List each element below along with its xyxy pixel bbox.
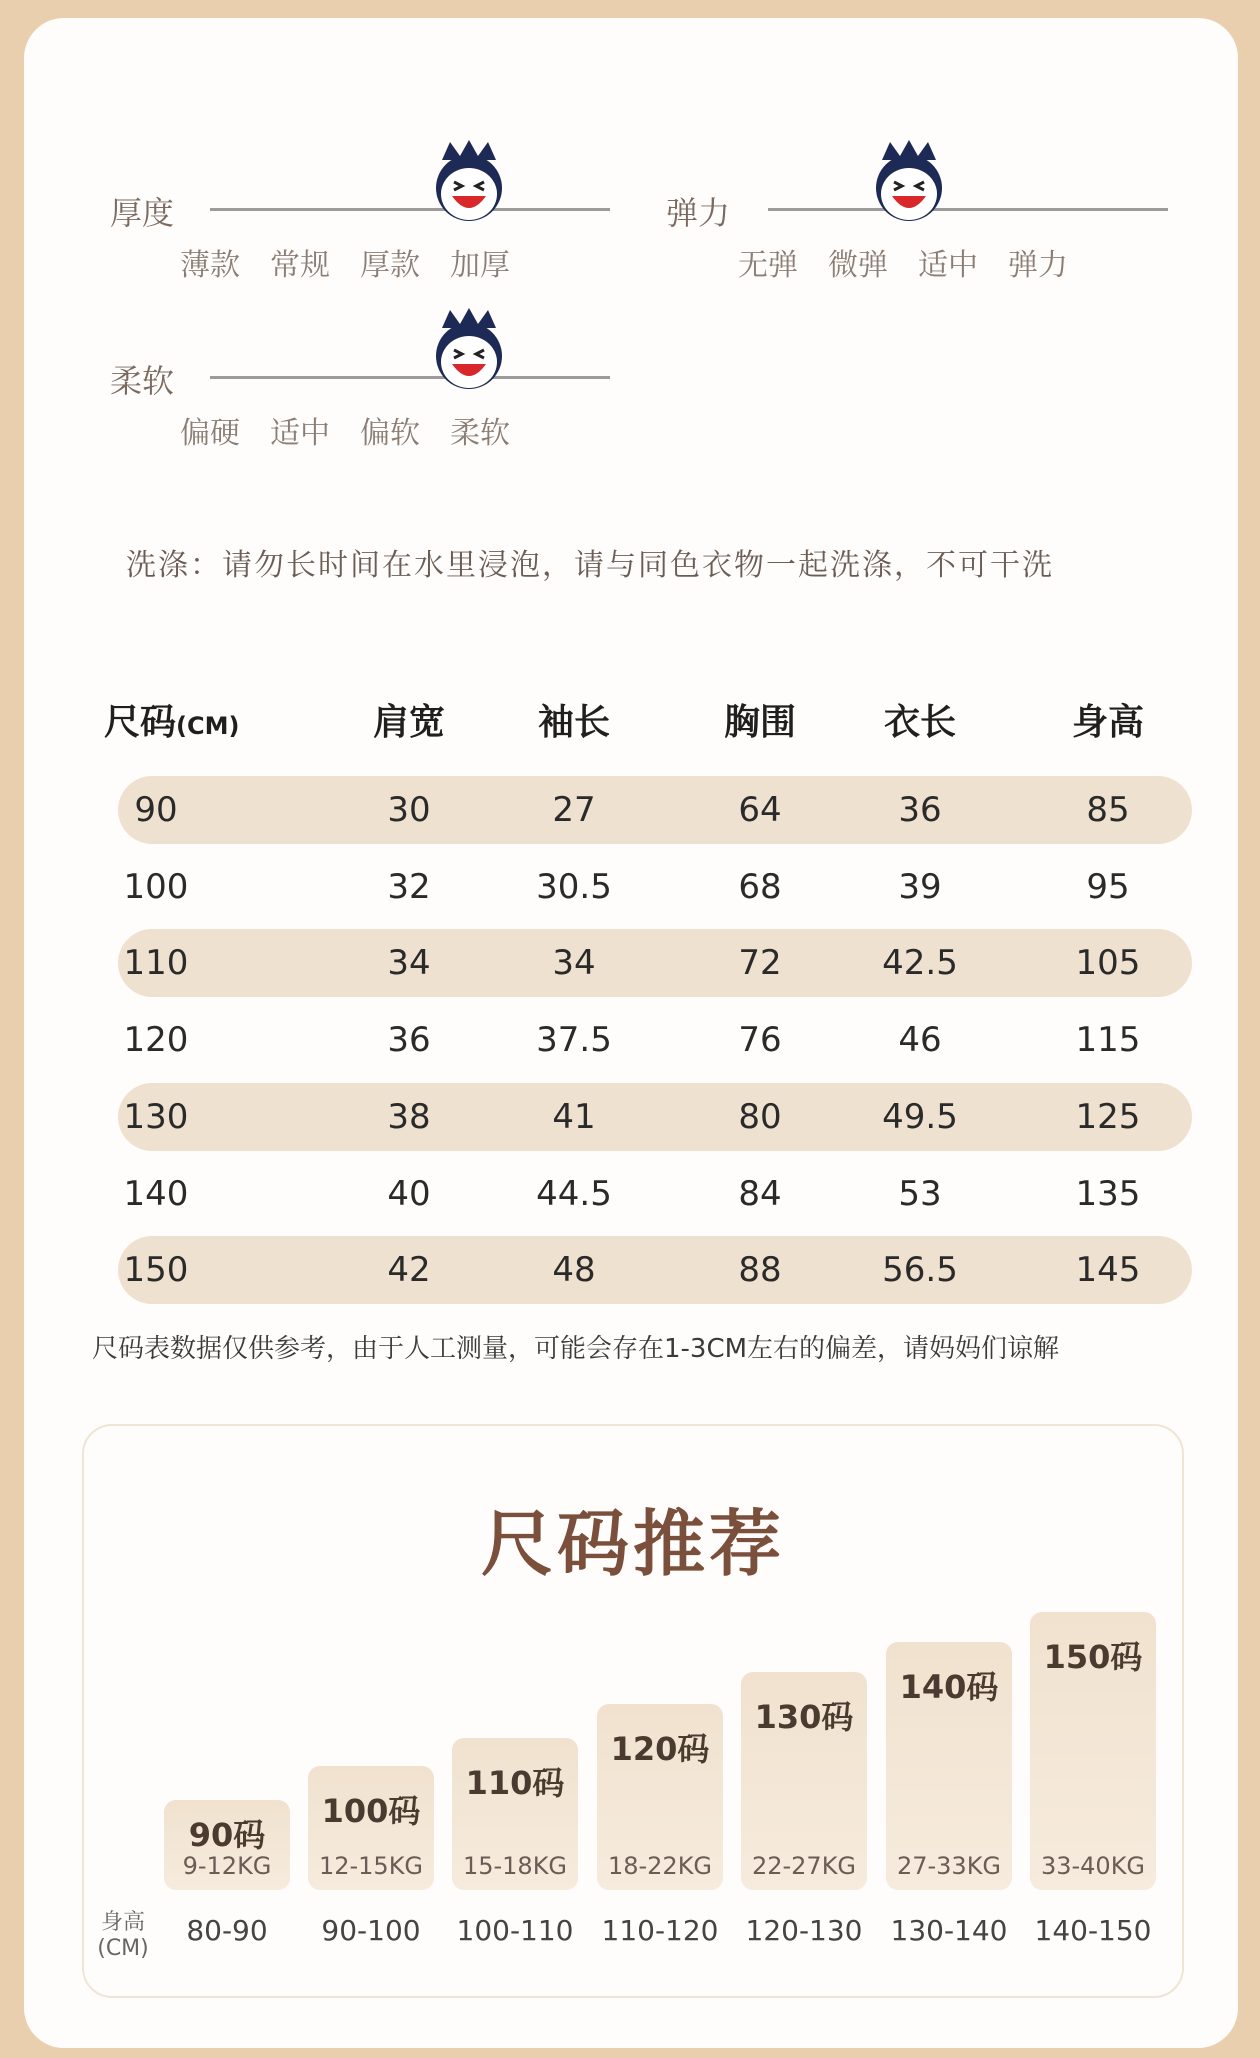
size-recommendation-panel (82, 1424, 1184, 1998)
table-row (118, 853, 1192, 921)
height-range-label: 120-130 (745, 1914, 863, 1947)
attr-thickness-opt-3: 厚款 (360, 248, 420, 283)
table-row (118, 1006, 1192, 1074)
table-cell: 49.5 (882, 1096, 958, 1137)
attr-thickness-opt-2: 常规 (270, 248, 330, 283)
bar-weight-label: 12-15KG (318, 1852, 424, 1880)
table-cell: 42.5 (882, 943, 958, 984)
height-range-label: 90-100 (321, 1914, 421, 1947)
table-header-shoulder: 肩宽 (372, 702, 445, 743)
table-cell: 125 (1075, 1096, 1141, 1137)
bar-size-label: 150码 (1043, 1638, 1143, 1676)
bar-weight-label: 9-12KG (182, 1852, 272, 1880)
table-row (118, 1160, 1192, 1228)
bar-weight-label: 27-33KG (896, 1852, 1002, 1880)
attr-elasticity-label: 弹力 (666, 194, 731, 232)
table-cell: 41 (552, 1096, 596, 1137)
height-range-label: 100-110 (456, 1914, 574, 1947)
table-cell: 115 (1075, 1020, 1141, 1061)
attr-softness-track (210, 376, 610, 379)
table-cell: 42 (387, 1250, 431, 1291)
table-cell: 76 (738, 1020, 782, 1061)
height-range-label: 140-150 (1034, 1914, 1152, 1947)
table-cell: 88 (738, 1250, 782, 1291)
table-cell: 145 (1075, 1250, 1141, 1291)
table-header-sleeve: 袖长 (537, 702, 610, 743)
table-cell: 84 (738, 1173, 782, 1214)
table-cell: 135 (1075, 1173, 1141, 1214)
mascot-face-icon (430, 306, 508, 394)
table-header-size: 尺码(CM) (104, 702, 240, 743)
table-cell: 72 (738, 943, 782, 984)
table-row (118, 776, 1192, 844)
size-bar (741, 1672, 867, 1890)
recommendation-title: 尺码推荐 (480, 1502, 785, 1586)
attr-thickness-opt-4: 加厚 (450, 248, 510, 283)
table-cell: 46 (898, 1020, 942, 1061)
attr-elasticity-opt-4: 弹力 (1008, 248, 1068, 283)
height-range-label: 80-90 (186, 1914, 268, 1947)
table-cell: 56.5 (882, 1250, 958, 1291)
table-cell: 100 (123, 866, 189, 907)
table-row (118, 1236, 1192, 1304)
table-cell: 36 (898, 790, 942, 830)
table-cell: 34 (387, 943, 431, 984)
table-cell: 90 (134, 790, 178, 830)
table-cell: 37.5 (536, 1020, 612, 1061)
table-footnote: 尺码表数据仅供参考，由于人工测量，可能会存在1-3CM左右的偏差，请妈妈们谅解 (92, 1334, 1060, 1364)
table-cell: 36 (387, 1020, 431, 1061)
bar-weight-label: 18-22KG (607, 1852, 713, 1880)
mascot-face-icon (430, 138, 508, 226)
table-cell: 110 (123, 943, 189, 984)
attr-softness-opt-3: 偏软 (360, 416, 420, 451)
table-cell: 130 (123, 1096, 189, 1137)
attr-elasticity-opt-1: 无弹 (738, 248, 798, 283)
bar-weight-label: 22-27KG (751, 1852, 857, 1880)
bar-size-label: 130码 (754, 1698, 854, 1736)
attr-softness-opt-4: 柔软 (450, 416, 510, 451)
size-bar (164, 1800, 290, 1890)
size-bar (308, 1766, 434, 1890)
attr-thickness-label: 厚度 (110, 194, 175, 232)
table-cell: 30.5 (536, 866, 612, 907)
content-card (24, 18, 1238, 2048)
bar-size-label: 110码 (465, 1764, 565, 1802)
table-cell: 44.5 (536, 1173, 612, 1214)
bar-size-label: 90码 (188, 1816, 266, 1854)
table-cell: 48 (552, 1250, 596, 1291)
table-cell: 150 (123, 1250, 189, 1291)
size-bar (597, 1704, 723, 1890)
table-cell: 53 (898, 1173, 942, 1214)
table-cell: 85 (1086, 790, 1130, 830)
table-cell: 105 (1075, 943, 1141, 984)
table-cell: 68 (738, 866, 782, 907)
attr-softness-label: 柔软 (110, 362, 175, 400)
table-row (118, 1083, 1192, 1151)
table-cell: 64 (738, 790, 782, 830)
height-range-label: 130-140 (890, 1914, 1008, 1947)
table-cell: 80 (738, 1096, 782, 1137)
bar-weight-label: 33-40KG (1040, 1852, 1146, 1880)
table-header-height: 身高 (1071, 702, 1144, 743)
attr-thickness-opt-1: 薄款 (180, 248, 240, 283)
table-cell: 39 (898, 866, 942, 907)
height-range-label: 110-120 (601, 1914, 719, 1947)
table-row (118, 929, 1192, 997)
attr-elasticity-opt-2: 微弹 (828, 248, 888, 283)
height-axis-label: 身高 (CM) (97, 1910, 149, 1961)
attr-elasticity-track (768, 208, 1168, 211)
attr-softness-opt-2: 适中 (270, 416, 330, 451)
table-cell: 27 (552, 790, 596, 830)
table-cell: 32 (387, 866, 431, 907)
size-bar (452, 1738, 578, 1890)
table-header-chest: 胸围 (723, 702, 796, 743)
bar-size-label: 120码 (610, 1730, 710, 1768)
table-cell: 140 (123, 1173, 189, 1214)
table-cell: 30 (387, 790, 431, 830)
attr-thickness-track (210, 208, 610, 211)
table-cell: 120 (123, 1020, 189, 1061)
table-header-length: 衣长 (883, 702, 956, 743)
bar-size-label: 100码 (321, 1792, 421, 1830)
table-cell: 40 (387, 1173, 431, 1214)
size-bar (1030, 1612, 1156, 1890)
bar-weight-label: 15-18KG (462, 1852, 568, 1880)
attr-softness-opt-1: 偏硬 (180, 416, 240, 451)
mascot-face-icon (870, 138, 948, 226)
wash-instructions: 洗涤：请勿长时间在水里浸泡，请与同色衣物一起洗涤，不可干洗 (126, 548, 1054, 583)
table-cell: 38 (387, 1096, 431, 1137)
table-cell: 34 (552, 943, 596, 984)
bar-size-label: 140码 (899, 1668, 999, 1706)
table-cell: 95 (1086, 866, 1130, 907)
size-bar (886, 1642, 1012, 1890)
attr-elasticity-opt-3: 适中 (918, 248, 978, 283)
